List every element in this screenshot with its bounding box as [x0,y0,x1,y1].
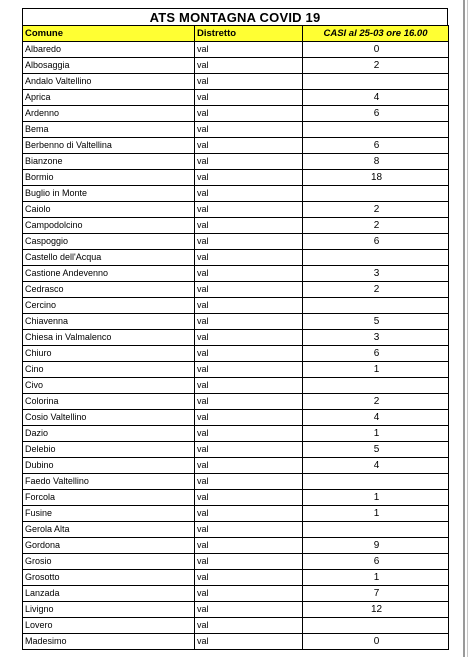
cell-distretto: val [195,250,303,266]
table-row [23,138,449,154]
cell-comune: Albaredo [23,42,195,58]
table-row [23,250,449,266]
cell-comune: Fusine [23,506,195,522]
cell-comune: Chiesa in Valmalenco [23,330,195,346]
header-casi: CASI al 25-03 ore 16.00 [303,26,449,42]
cell-comune: Dazio [23,426,195,442]
cell-casi: 2 [303,58,449,74]
cell-casi [303,618,449,634]
cell-distretto: val [195,362,303,378]
cell-comune: Madesimo [23,634,195,650]
table-row [23,602,449,618]
cell-distretto: val [195,58,303,74]
cell-casi: 5 [303,442,449,458]
cell-distretto: val [195,74,303,90]
cell-distretto: val [195,554,303,570]
cell-casi [303,378,449,394]
table-row [23,410,449,426]
cell-casi: 1 [303,506,449,522]
document-title: ATS MONTAGNA COVID 19 [22,8,448,25]
table-row [23,154,449,170]
table-row [23,394,449,410]
cell-casi: 6 [303,346,449,362]
cell-comune: Castello dell'Acqua [23,250,195,266]
table-row [23,634,449,650]
cell-distretto: val [195,410,303,426]
cell-casi: 12 [303,602,449,618]
cell-distretto: val [195,538,303,554]
cell-casi: 6 [303,106,449,122]
cell-distretto: val [195,186,303,202]
cell-comune: Ardenno [23,106,195,122]
cell-distretto: val [195,122,303,138]
cell-distretto: val [195,42,303,58]
table-row [23,298,449,314]
table-row [23,570,449,586]
cell-casi: 7 [303,586,449,602]
cell-casi: 6 [303,234,449,250]
cell-casi [303,186,449,202]
cell-comune: Albosaggia [23,58,195,74]
cell-distretto: val [195,458,303,474]
table-body [23,42,449,650]
table-row [23,586,449,602]
cell-casi: 1 [303,570,449,586]
header-row [23,26,449,42]
cell-casi: 3 [303,330,449,346]
table-row [23,522,449,538]
table-row [23,378,449,394]
table-row [23,58,449,74]
cell-distretto: val [195,138,303,154]
cell-casi: 4 [303,410,449,426]
cell-distretto: val [195,602,303,618]
cell-comune: Cino [23,362,195,378]
cell-comune: Civo [23,378,195,394]
cell-comune: Bormio [23,170,195,186]
cell-distretto: val [195,90,303,106]
table-row [23,538,449,554]
cell-casi: 8 [303,154,449,170]
table-row [23,266,449,282]
table-row [23,458,449,474]
cell-comune: Chiuro [23,346,195,362]
cell-comune: Caspoggio [23,234,195,250]
table-row [23,282,449,298]
cell-comune: Lovero [23,618,195,634]
cell-comune: Grosio [23,554,195,570]
cell-casi [303,298,449,314]
table-row [23,170,449,186]
table-row [23,330,449,346]
cell-distretto: val [195,570,303,586]
table-row [23,234,449,250]
cell-comune: Livigno [23,602,195,618]
cell-comune: Chiavenna [23,314,195,330]
cell-comune: Andalo Valtellino [23,74,195,90]
cell-comune: Gordona [23,538,195,554]
cell-casi: 2 [303,202,449,218]
cell-comune: Lanzada [23,586,195,602]
cell-comune: Bema [23,122,195,138]
cell-casi: 6 [303,554,449,570]
cell-distretto: val [195,266,303,282]
cell-distretto: val [195,634,303,650]
table-row [23,122,449,138]
cell-comune: Forcola [23,490,195,506]
table-row [23,362,449,378]
cell-casi: 2 [303,218,449,234]
cell-comune: Caiolo [23,202,195,218]
cell-comune: Berbenno di Valtellina [23,138,195,154]
cell-casi: 6 [303,138,449,154]
table-row [23,426,449,442]
cell-comune: Dubino [23,458,195,474]
cell-distretto: val [195,506,303,522]
table-row [23,106,449,122]
cell-distretto: val [195,282,303,298]
table-row [23,506,449,522]
table-row [23,554,449,570]
cell-casi: 2 [303,394,449,410]
table-row [23,442,449,458]
cell-distretto: val [195,378,303,394]
cell-distretto: val [195,346,303,362]
table-row [23,74,449,90]
cases-table [22,25,449,650]
cell-casi: 0 [303,42,449,58]
cell-casi: 3 [303,266,449,282]
cell-distretto: val [195,490,303,506]
cell-casi [303,74,449,90]
cell-comune: Delebio [23,442,195,458]
spreadsheet [22,8,448,650]
page-edge [463,0,465,657]
cell-casi [303,122,449,138]
cell-comune: Cedrasco [23,282,195,298]
cell-comune: Buglio in Monte [23,186,195,202]
cell-comune: Castione Andevenno [23,266,195,282]
cell-comune: Colorina [23,394,195,410]
cell-casi: 9 [303,538,449,554]
cell-casi: 1 [303,426,449,442]
table-row [23,90,449,106]
cell-comune: Campodolcino [23,218,195,234]
cell-casi: 4 [303,458,449,474]
cell-comune: Grosotto [23,570,195,586]
cell-comune: Faedo Valtellino [23,474,195,490]
table-row [23,490,449,506]
cell-distretto: val [195,394,303,410]
table-row [23,474,449,490]
cell-distretto: val [195,314,303,330]
cell-casi: 0 [303,634,449,650]
cell-casi: 1 [303,490,449,506]
cell-distretto: val [195,106,303,122]
cell-casi: 4 [303,90,449,106]
cell-distretto: val [195,170,303,186]
cell-distretto: val [195,426,303,442]
cell-distretto: val [195,522,303,538]
cell-distretto: val [195,218,303,234]
cell-comune: Aprica [23,90,195,106]
cell-distretto: val [195,330,303,346]
cell-distretto: val [195,234,303,250]
cell-distretto: val [195,586,303,602]
cell-casi: 1 [303,362,449,378]
table-row [23,186,449,202]
cell-comune: Cercino [23,298,195,314]
table-row [23,314,449,330]
cell-casi: 2 [303,282,449,298]
cell-distretto: val [195,474,303,490]
cell-casi [303,250,449,266]
cell-comune: Cosio Valtellino [23,410,195,426]
cell-casi: 5 [303,314,449,330]
table-row [23,218,449,234]
cell-distretto: val [195,618,303,634]
cell-comune: Gerola Alta [23,522,195,538]
header-comune: Comune [23,26,195,42]
cell-casi [303,522,449,538]
table-row [23,618,449,634]
cell-distretto: val [195,154,303,170]
cell-distretto: val [195,298,303,314]
page-edge-shadow [467,0,468,657]
table-row [23,202,449,218]
table-row [23,346,449,362]
cell-comune: Bianzone [23,154,195,170]
cell-distretto: val [195,442,303,458]
cell-casi: 18 [303,170,449,186]
table-row [23,42,449,58]
cell-distretto: val [195,202,303,218]
header-distretto: Distretto [195,26,303,42]
cell-casi [303,474,449,490]
